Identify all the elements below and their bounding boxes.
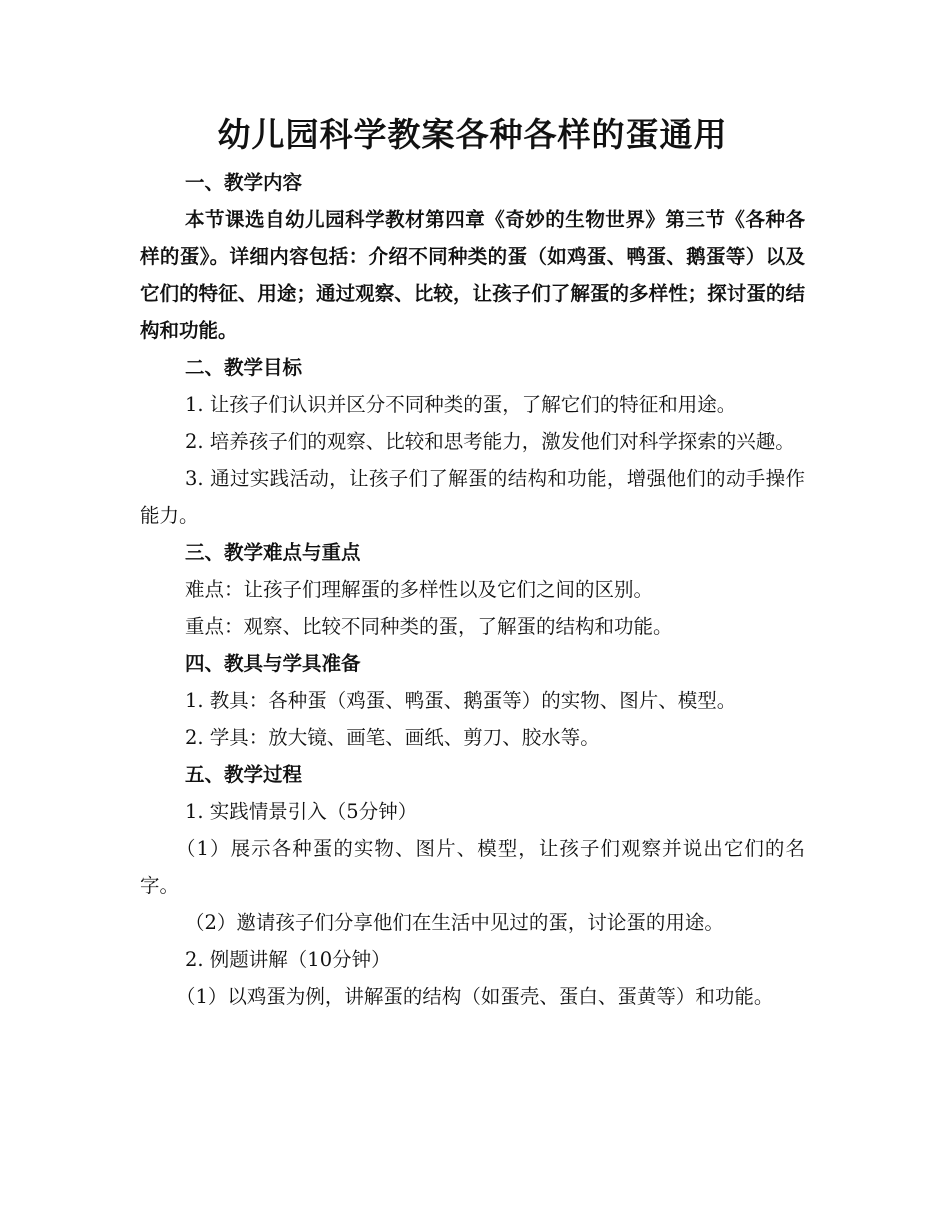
section-heading-materials: 四、教具与学具准备 [185,652,361,675]
objective-item-3: 3. 通过实践活动，让孩子们了解蛋的结构和功能，增强他们的动手操作能力。 [140,467,805,527]
process-step-1-b: （2）邀请孩子们分享他们在生活中见过的蛋，讨论蛋的用途。 [185,911,724,934]
document-page [140,110,805,1015]
objective-item-1: 1. 让孩子们认识并区分不同种类的蛋，了解它们的特征和用途。 [185,393,737,416]
section-heading-process: 五、教学过程 [185,763,303,786]
materials-item-2: 2. 学具：放大镜、画笔、画纸、剪刀、胶水等。 [185,726,600,749]
document-title: 幼儿园科学教案各种各样的蛋通用 [217,115,728,154]
focus-text: 重点：观察、比较不同种类的蛋，了解蛋的结构和功能。 [185,615,673,638]
section-heading-difficulties: 三、教学难点与重点 [185,541,361,564]
process-step-1-a: （1）展示各种蛋的实物、图片、模型，让孩子们观察并说出它们的名字。 [140,837,805,897]
section-heading-content: 一、教学内容 [185,171,303,194]
process-step-2: 2. 例题讲解（10分钟） [185,948,391,971]
materials-item-1: 1. 教具：各种蛋（鸡蛋、鸭蛋、鹅蛋等）的实物、图片、模型。 [185,689,737,712]
process-step-2-a: （1）以鸡蛋为例，讲解蛋的结构（如蛋壳、蛋白、蛋黄等）和功能。 [176,985,774,1008]
process-step-1: 1. 实践情景引入（5分钟） [185,800,418,823]
section-heading-objectives: 二、教学目标 [185,356,303,379]
section-body-content: 本节课选自幼儿园科学教材第四章《奇妙的生物世界》第三节《各种各样的蛋》。详细内容包括：介绍不同种类的蛋（如鸡蛋、鸭蛋、鹅蛋等）以及它们的特征、用途；通过观察、比较，让孩子们了解蛋的多样性；探讨蛋的结构和功能。 [140,208,805,342]
difficulty-text: 难点：让孩子们理解蛋的多样性以及它们之间的区别。 [185,578,654,601]
objective-item-2: 2. 培养孩子们的观察、比较和思考能力，激发他们对科学探索的兴趣。 [185,430,795,453]
